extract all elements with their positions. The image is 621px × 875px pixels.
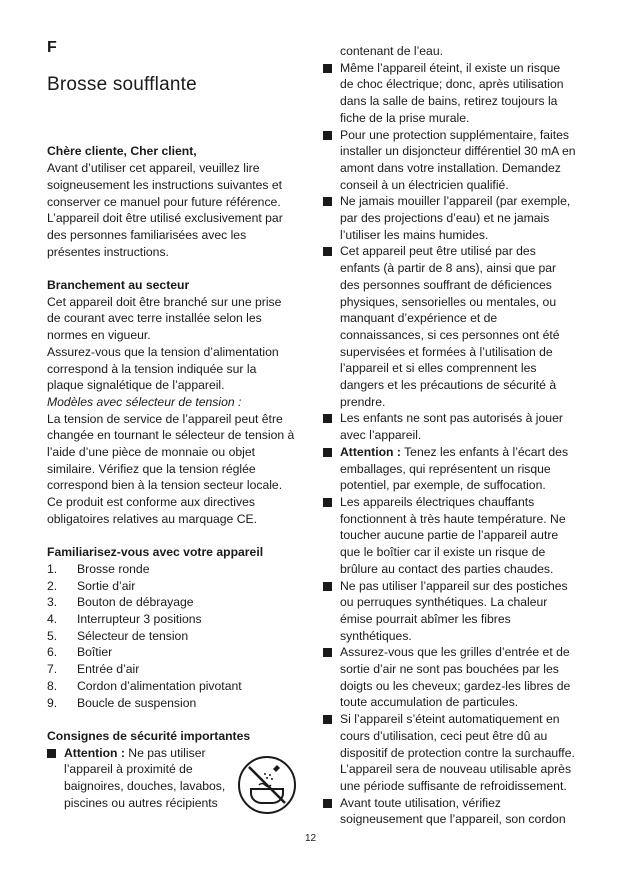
list-item: Avant toute utilisation, vérifiez soigneusement que l’appareil, son cordon xyxy=(323,795,576,828)
list-item: 4. Interrupteur 3 positions xyxy=(47,612,202,627)
list-item: Attention : Tenez les enfants à l’écart des emballages, qui représentent un risque potentiel, par exemple, de suffocation. xyxy=(323,444,576,494)
parts-heading: Familiarisez-vous avec votre appareil xyxy=(47,545,264,560)
list-item: 6. Boîtier xyxy=(47,645,113,660)
list-item: Ne pas utiliser l’appareil sur des postiches ou perruques synthétiques. La chaleur émise pourrait abîmer les fibres synthétiques. xyxy=(323,578,576,645)
mains-heading: Branchement au secteur xyxy=(47,278,190,293)
mains-paragraph-5: Ce produit est conforme aux directives obligatoires relatives au marquage CE. xyxy=(47,495,258,526)
list-item: 8. Cordon d’alimentation pivotant xyxy=(47,678,242,693)
list-item: Pour une protection supplémentaire, faites installer un disjoncteur différentiel 30 mA en amont dans votre installation. Demandez conseil à un électricien qualifié. xyxy=(323,127,576,194)
list-item: Si l’appareil s’éteint automatiquement en cours d’utilisation, ceci peut être dû au dispositif de protection contre la surchauffe. L’appareil sera de nouveau utilisable après une période suffisante de refroidissement. xyxy=(323,711,576,795)
list-item: 7. Entrée d’air xyxy=(47,662,140,677)
list-item: Attention : Ne pas utiliser l’appareil à proximité de baignoires, douches, lavabos, piscines ou autres récipients xyxy=(47,745,239,812)
list-item: contenant de l’eau. xyxy=(340,44,443,58)
intro-greeting: Chère cliente, Cher client, xyxy=(47,144,197,159)
list-item: 5. Sélecteur de tension xyxy=(47,628,189,643)
list-item: Même l’appareil éteint, il existe un risque de choc électrique; donc, après utilisation dans la salle de bains, retirez toujours la fiche de la prise murale. xyxy=(323,60,576,127)
page-number: 12 xyxy=(304,833,317,844)
intro-text: Avant d’utiliser cet appareil, veuillez lire soigneusement les instructions suivantes et conserver ce manuel pour future référence. L’appareil doit être utilisé exclusivement par des personnes familiarisées avec les présentes instructions. xyxy=(47,161,283,259)
mains-paragraph-4: La tension de service de l’appareil peut être changée en tournant le sélecteur de tension à l’aide d’une pièce de monnaie ou objet similaire. Vérifiez que la tension réglée correspond bien à la tension secteur locale. xyxy=(47,411,295,493)
list-item: Assurez-vous que les grilles d’entrée et de sortie d’air ne sont pas bouchées par les doigts ou les cheveux; gardez-les libres de toute accumulation de particules. xyxy=(323,644,576,711)
safety-list-continued xyxy=(323,43,576,828)
list-item: 1. Brosse ronde xyxy=(47,561,150,576)
parts-list xyxy=(47,561,295,711)
left-column xyxy=(47,40,295,811)
list-item: Les appareils électriques chauffants fonctionnent à très haute température. Ne toucher aucune partie de l’appareil autre que le boîtier car il existe un risque de brûlure au contact des parties chaudes. xyxy=(323,494,576,578)
mains-models-note: Modèles avec sélecteur de tension : xyxy=(47,394,242,409)
mains-paragraph-2: Assurez-vous que la tension d’alimentation correspond à la tension indiquée sur la plaque signalétique de l’appareil. xyxy=(47,344,279,393)
no-water-bath-icon xyxy=(237,755,297,815)
list-item: 9. Boucle de suspension xyxy=(47,695,197,710)
right-column xyxy=(323,43,576,828)
list-item: Les enfants ne sont pas autorisés à jouer avec l’appareil. xyxy=(323,410,576,443)
list-item: Ne jamais mouiller l’appareil (par exemple, par des projections d’eau) et ne jamais l’utiliser les mains humides. xyxy=(323,193,576,243)
language-label: F xyxy=(47,39,57,56)
list-item: 2. Sortie d’air xyxy=(47,578,136,593)
list-item: Cet appareil peut être utilisé par des enfants (à partir de 8 ans), ainsi que par des personnes souffrant de déficiences physiques, sensorielles ou mentales, ou manquant d’expérience et de connaissances, si ces personnes ont été supervisées et formées à l’utilisation de l’appareil et si elles comprennent les dangers et les précautions de sécurité à prendre. xyxy=(323,243,576,410)
mains-paragraph-1: Cet appareil doit être branché sur une prise de courant avec terre installée selon les normes en vigueur. xyxy=(47,294,282,343)
safety-heading: Consignes de sécurité importantes xyxy=(47,728,251,743)
page-title: Brosse soufflante xyxy=(47,73,197,95)
list-item: 3. Bouton de débrayage xyxy=(47,595,194,610)
